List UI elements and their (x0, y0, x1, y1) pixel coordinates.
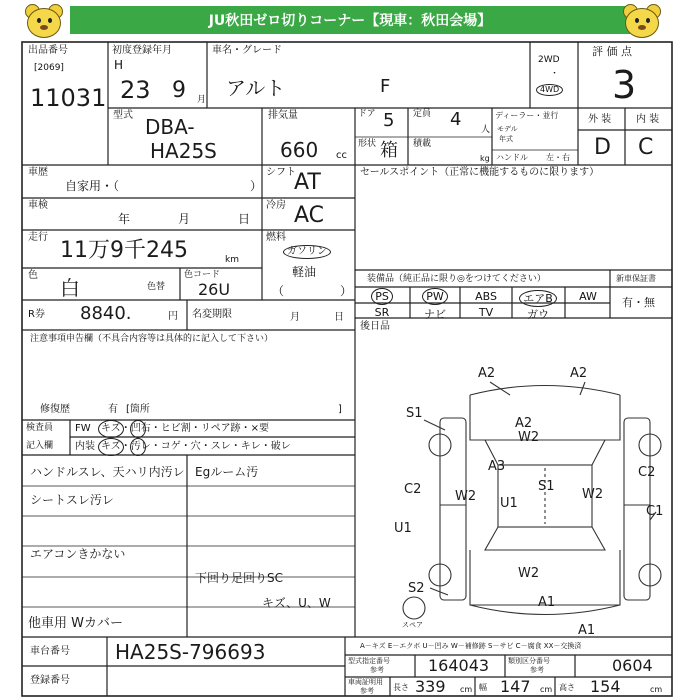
door-value: 5 (383, 110, 395, 131)
shift-label: シフト (266, 167, 296, 178)
name-change-day: 日 (334, 312, 344, 323)
handwritten-circle (98, 438, 124, 456)
handle-value: 左・右 (546, 153, 570, 162)
drive-separator: ・ (550, 69, 560, 79)
recycle-ticket-value: 8840. (80, 303, 132, 324)
car-grade: F (380, 76, 391, 97)
remark-1: ハンドルスレ、天ハリ内汚レ (30, 465, 185, 479)
repair-history-label: 修復歴 (40, 404, 70, 415)
damage-mark: A3 (488, 459, 506, 474)
mark-leader (430, 588, 448, 595)
model-code-label: 型式 (113, 110, 133, 121)
equipment-tv-label: TV (478, 306, 494, 319)
equipment-pw-label: PW (422, 288, 448, 305)
damage-mark: C2 (404, 482, 422, 497)
interior-check-label: 内装 (75, 441, 95, 452)
equipment-aw-label: AW (579, 290, 597, 303)
fuel-diesel: 軽油 (292, 265, 317, 279)
model-code-line2: HA25S (150, 139, 217, 163)
score-label: 評 価 点 (592, 45, 632, 58)
inspection-year: 年 (118, 212, 131, 226)
dimensions-ref: 参考 (360, 687, 374, 695)
category-number-label: 類別区分番号 (508, 657, 550, 665)
inspector-label: 検査員 (26, 423, 54, 433)
color-code-label: 色コード (184, 270, 221, 280)
mark-leader (490, 382, 510, 395)
damage-mark: C1 (646, 504, 664, 519)
damage-mark: U1 (394, 521, 412, 536)
displacement-unit: cc (336, 150, 347, 161)
model-year-label-2: 年式 (499, 135, 513, 143)
recycle-ticket-label: R券 (28, 309, 45, 320)
damage-mark: A2 (478, 366, 496, 381)
warranty-value: 有・無 (622, 296, 655, 309)
damage-mark: A1 (538, 595, 556, 610)
damage-mark: W2 (518, 566, 540, 581)
ac-label: 冷房 (266, 200, 286, 211)
fw-label: FW (75, 423, 91, 434)
color-value: 白 (60, 276, 80, 300)
drive-4wd-circled: 4WD (536, 84, 563, 96)
remark-3: シートスレ汚レ (30, 493, 114, 507)
type-number-value: 164043 (428, 656, 490, 675)
remark-6: キズ、U、W (262, 596, 331, 610)
equipment-extra (513, 306, 563, 322)
equipment-ps-label: PS (371, 288, 393, 305)
ac-value: AC (294, 203, 325, 228)
equipment-abs-label: ABS (475, 290, 497, 303)
equipment-sr (357, 306, 407, 319)
color-label: 色 (28, 270, 38, 281)
length-label: 長さ (393, 683, 409, 692)
capacity-value: 4 (450, 109, 462, 130)
equipment-navi-label: ナビ (424, 308, 446, 321)
inspection-day: 日 (238, 212, 251, 226)
mileage-value: 11万9千245 (60, 238, 188, 263)
header-title: JU秋田ゼロ切りコーナー【現車：秋田会場】 (208, 13, 492, 29)
inspection-month: 月 (178, 212, 191, 226)
width-unit: cm (540, 685, 553, 694)
equipment-abs (461, 290, 511, 303)
interior-check-items: キズ・汚レ・コゲ・穴・スレ・キレ・破レ (101, 441, 291, 452)
mark-leader (424, 420, 445, 430)
damage-mark: W2 (455, 489, 477, 504)
handwritten-circle (98, 420, 124, 438)
lot-number-label: 出品番号 (28, 45, 68, 56)
model-year-label-1: モデル (497, 125, 518, 133)
displacement-label: 排気量 (268, 110, 298, 121)
first-registration-era: H (114, 58, 124, 72)
equipment-navi (410, 306, 460, 322)
category-number-value: 0604 (612, 656, 653, 675)
width-label: 幅 (479, 683, 487, 692)
score-value: 3 (612, 63, 637, 107)
exterior-grade-label: 外 装 (588, 114, 612, 125)
exterior-grade: D (594, 135, 611, 160)
equipment-aw (563, 290, 613, 303)
name-change-month: 月 (290, 312, 300, 323)
recycle-ticket-unit: 円 (168, 311, 178, 322)
capacity-unit: 人 (481, 125, 491, 135)
damage-mark: U1 (500, 496, 518, 511)
registration-number-label: 登録番号 (30, 675, 70, 686)
fuel-other-close: ） (340, 284, 353, 298)
left-side-panel (440, 418, 466, 600)
equipment-airbag-label: エアB (519, 290, 557, 307)
equipment-pw (410, 290, 460, 303)
capacity-label: 定員 (413, 109, 432, 119)
interior-grade: C (638, 135, 654, 160)
car-damage-diagram (355, 345, 672, 637)
car-name: アルト (226, 76, 286, 100)
history-label: 車歴 (28, 167, 48, 178)
fw-items: キズ・凹右・ヒビ割・リペア跡・×要 (101, 423, 269, 434)
chassis-number-label: 車台番号 (30, 646, 70, 657)
height-unit: cm (650, 685, 663, 694)
height-value: 154 (590, 677, 621, 696)
car-name-label: 車名・グレード (212, 45, 282, 56)
damage-mark: S1 (538, 479, 555, 494)
category-number-ref: 参考 (530, 666, 544, 674)
length-value: 339 (415, 677, 446, 696)
length-unit: cm (460, 685, 473, 694)
load-unit: kg (480, 154, 490, 163)
first-registration-label: 初度登録年月 (112, 45, 172, 56)
lot-number: 11031 (30, 84, 107, 112)
body-shape-label: 形状 (358, 139, 377, 149)
shift-value: AT (294, 170, 321, 195)
damage-legend: A－キズ E－エクボ U－凹み W－補修跡 S－サビ C－腐食 XX－交換済 (360, 642, 582, 650)
damage-mark: S2 (408, 581, 425, 596)
spare-label: スペア (402, 621, 423, 629)
remark-7: 他車用 Wカバー (28, 616, 123, 631)
damage-mark: C2 (638, 465, 656, 480)
hood (470, 395, 620, 440)
dimensions-label: 車両証明用 (348, 678, 383, 686)
later-items-label: 後日品 (360, 321, 390, 332)
model-code-line1: DBA- (145, 115, 195, 139)
chassis-number: HA25S-796693 (115, 640, 266, 664)
door-label: ドア (358, 109, 376, 119)
rear-window (485, 527, 605, 550)
history-close: ） (250, 179, 263, 193)
remark-5: 下回り足回りSC (195, 571, 283, 585)
body-shape-value: 箱 (380, 140, 398, 161)
damage-mark: S1 (406, 406, 423, 421)
inspection-label: 車検 (28, 200, 48, 211)
lot-sub-number: [2069] (34, 63, 64, 73)
front-bumper (470, 386, 620, 396)
history-value: 自家用・（ (65, 179, 120, 193)
load-label: 積載 (413, 139, 432, 149)
inspector-entry-label: 記入欄 (26, 441, 54, 451)
equipment-tv (461, 306, 511, 319)
first-registration-year: 23 (120, 76, 151, 104)
color-code-value: 26U (198, 280, 231, 299)
handwritten-circle (130, 420, 146, 438)
name-change-label: 名変期限 (192, 309, 232, 320)
sales-point-label: セールスポイント（正常に機能するものに限ります） (360, 167, 600, 178)
mileage-label: 走行 (28, 232, 48, 243)
first-registration-month: 9 (172, 78, 186, 103)
fuel-other-open: （ (272, 284, 285, 298)
handwritten-circle (130, 438, 146, 456)
first-registration-month-unit: 月 (197, 95, 207, 105)
damage-mark: A2 (570, 366, 588, 381)
equipment-sr-label: SR (374, 306, 390, 319)
damage-mark: W2 (582, 487, 604, 502)
dealer-parallel-label: ディーラー・並行 (495, 111, 559, 120)
width-value: 147 (500, 677, 531, 696)
equipment-airbag (513, 290, 563, 306)
fuel-gasoline-circled: ガソリン (283, 245, 331, 259)
equipment-label: 装備品（純正品に限り◎をつけてください） (367, 274, 546, 284)
remark-2: Egルーム汚 (195, 465, 259, 479)
spare-tire (403, 597, 425, 619)
drive-2wd: 2WD (538, 55, 560, 65)
type-number-ref: 参考 (370, 666, 384, 674)
notes-label: 注意事項申告欄（不具合内容等は具体的に記入して下さい） (30, 334, 274, 344)
damage-mark: W2 (518, 430, 540, 445)
equipment-extra-label: ガウ (527, 308, 549, 321)
equipment-ps (357, 290, 407, 303)
type-number-label: 型式指定番号 (348, 657, 390, 665)
warranty-label: 新車保証書 (616, 274, 656, 283)
repair-place-label: [箇所 (126, 404, 150, 415)
fuel-label: 燃料 (266, 232, 286, 243)
displacement-value: 660 (280, 138, 319, 162)
damage-mark: A2 (515, 416, 533, 431)
handle-label: ハンドル (496, 153, 528, 162)
interior-grade-label: 内 装 (636, 114, 660, 125)
repair-history-value: 有 (108, 404, 118, 415)
height-label: 高さ (559, 683, 575, 692)
remark-4: エアコンきかない (30, 547, 126, 561)
mileage-unit: km (225, 255, 239, 265)
color-change-label: 色替 (147, 282, 166, 292)
damage-mark: A1 (578, 623, 596, 638)
repair-place-close: ] (338, 404, 342, 415)
